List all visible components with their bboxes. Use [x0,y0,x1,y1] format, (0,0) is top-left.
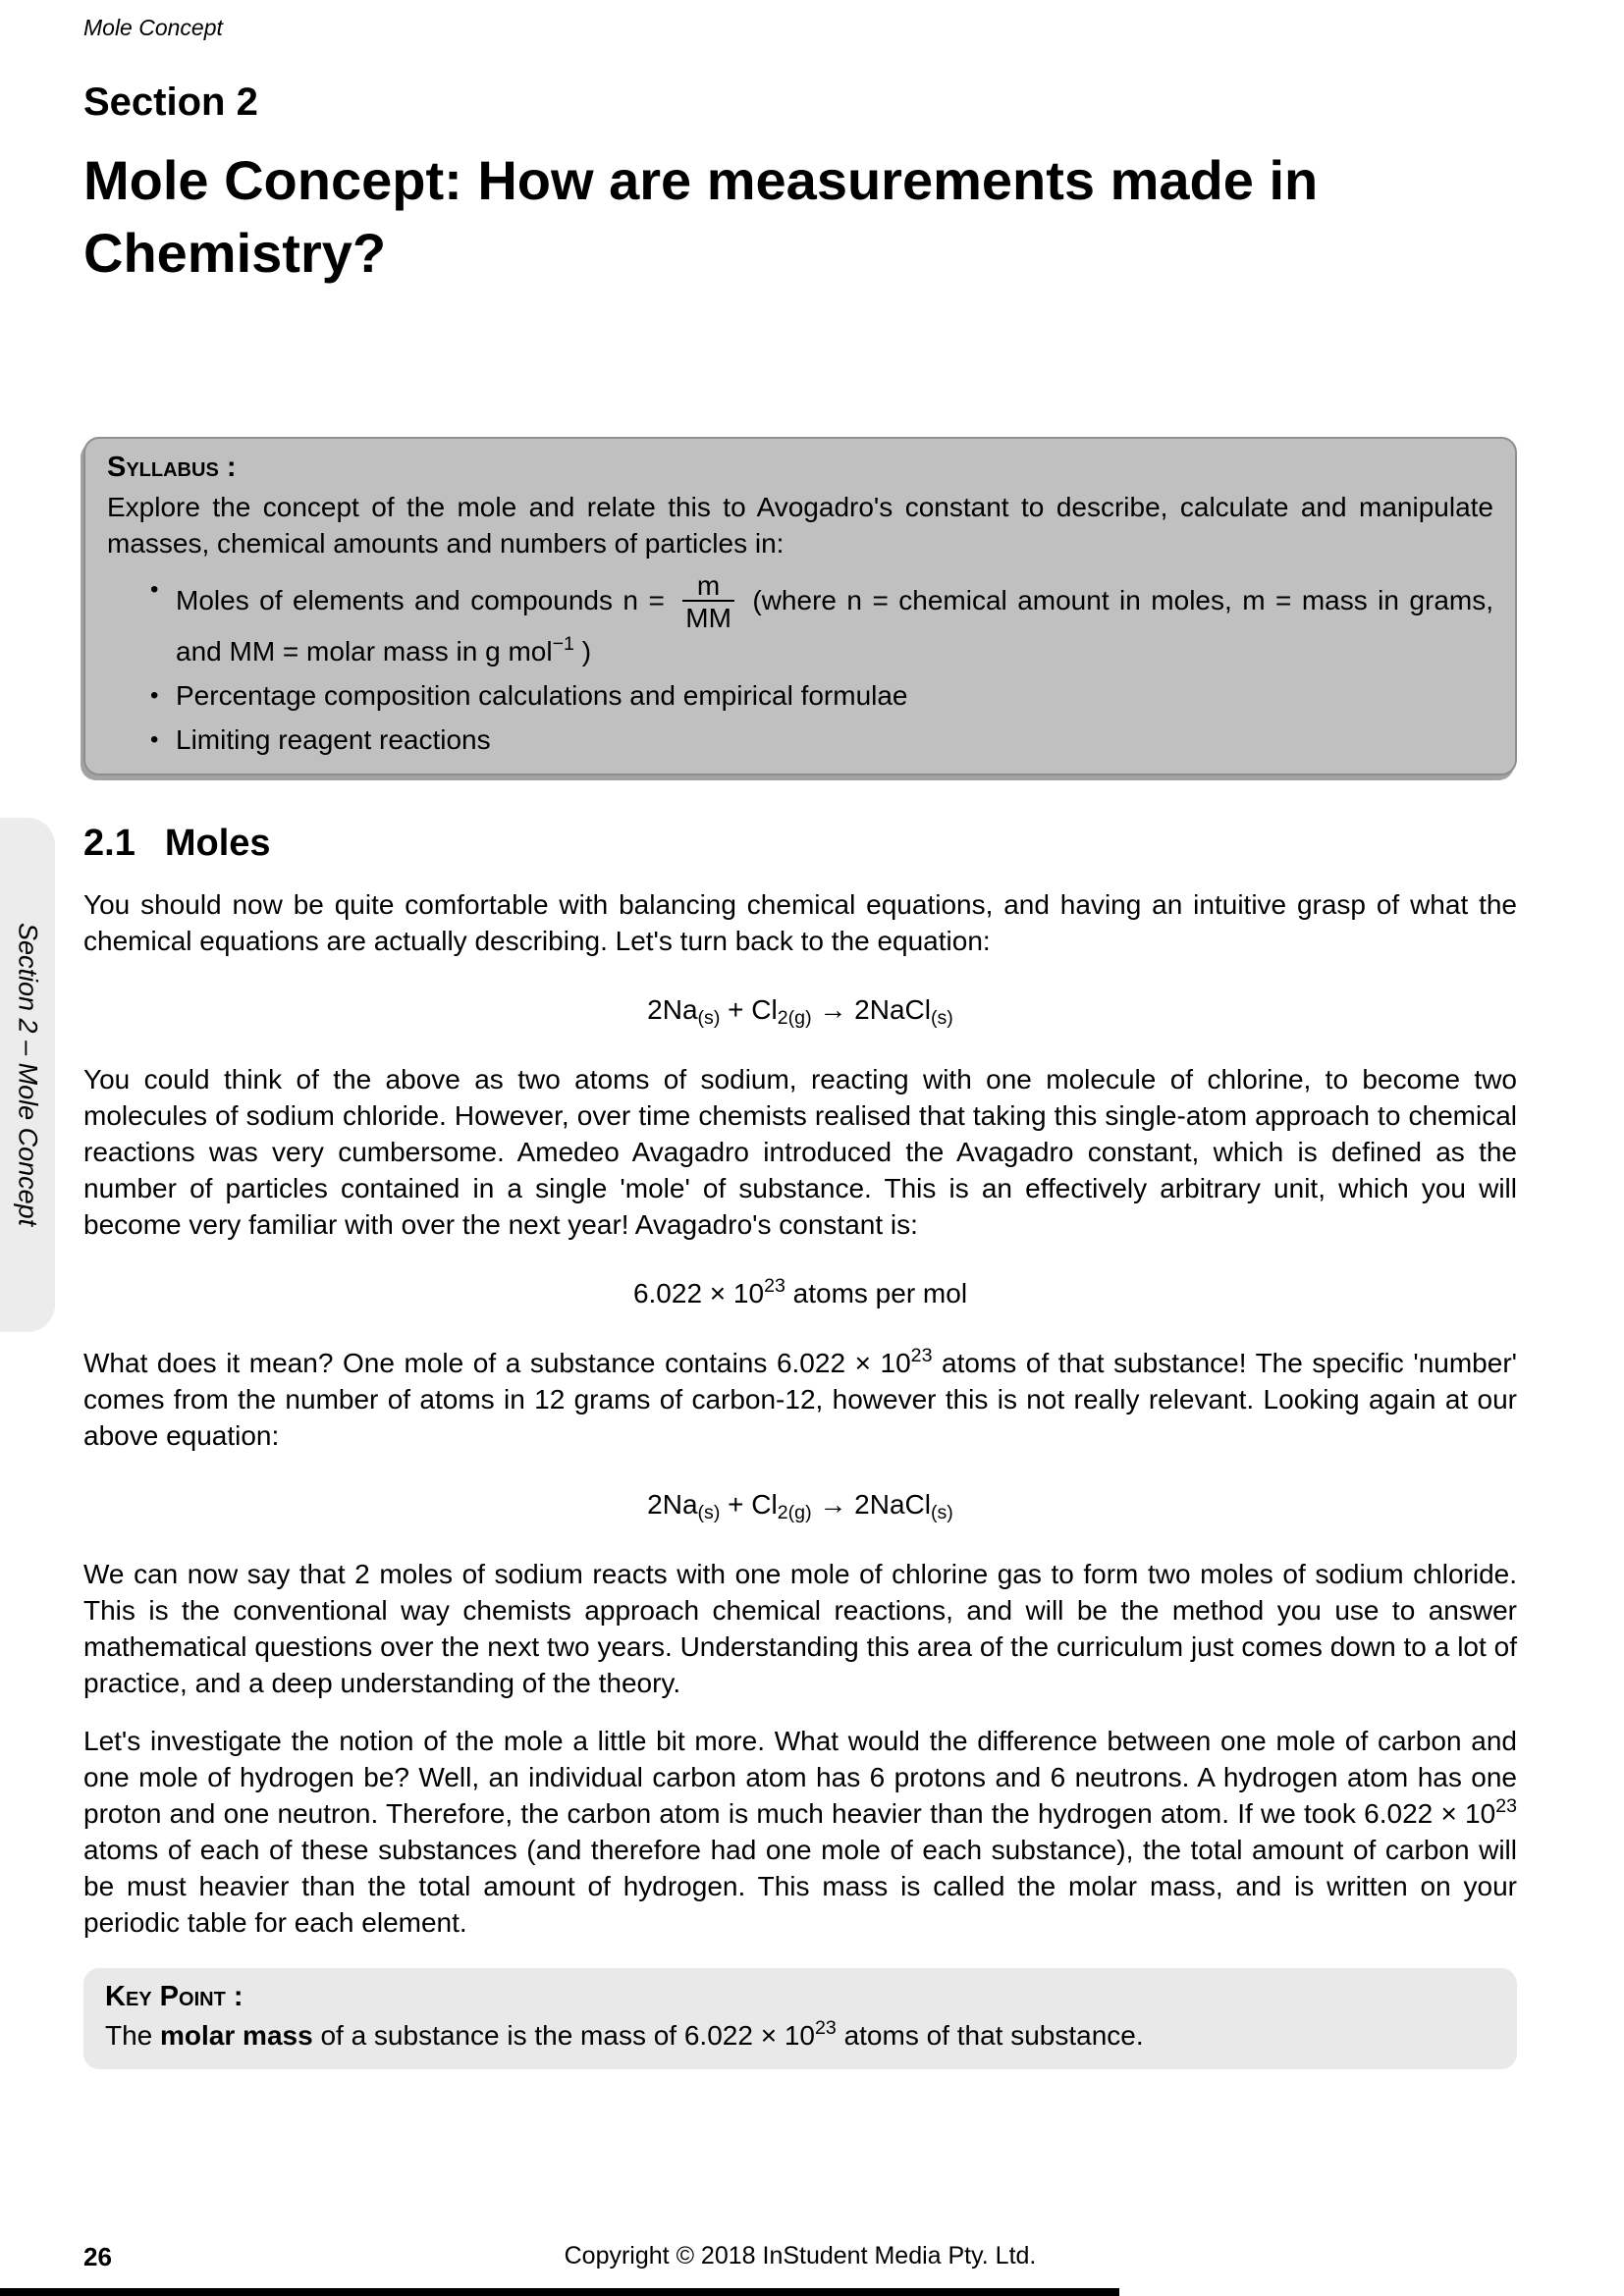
paragraph-molar-mass [83,1723,1517,1941]
equation-term: 2Na [647,1488,698,1520]
constant-value: 6.022 × 10 [632,1277,765,1308]
paragraph-meaning [83,1345,1517,1454]
page-title-line-2: Chemistry? [83,222,387,284]
equation-state-subscript: (s) [930,1007,953,1030]
running-header: Mole Concept [83,15,223,40]
equation-state-subscript: (s) [697,1007,721,1030]
syllabus-box [83,437,1517,775]
copyright-text: Copyright © 2018 InStudent Media Pty. Ltd. [564,2242,1037,2269]
syllabus-intro: Explore the concept of the mole and relate this to Avogadro's constant to describe, calculate and manipulate masses, chemical amounts and numbers of particles in: [107,492,1493,559]
paragraph-moles-reaction: We can now say that 2 moles of sodium reacts with one mole of chlorine gas to form two moles of sodium chloride. This is the conventional way chemists approach chemical reactions, and will be the method you use to answer mathematical questions over the next two years. Understanding this area of the curriculum just comes down to a lot of practice, and a deep understanding of the theory. [83,1558,1517,1698]
paragraph-meaning-text: atoms of that substance! The specific 'number' comes from the number of atoms in 12 grams of carbon-12, however this is not really relevant. Looking again at our above equation: [83,1347,1517,1451]
paragraph-avogadro: You could think of the above as two atoms of sodium, reacting with one molecule of chlorine, to become two molecules of sodium chloride. However, over time chemists realised that taking this single-atom approach to chemical reactions was very cumbersome. Amedeo Avagadro introduced the Avagadro constant, which is defined as the number of particles contained in a single 'mole' of substance. This is an effectively arbitrary unit, which you will become very familiar with over the next year! Avagadro's constant is: [83,1063,1517,1240]
equation-state-subscript: (s) [697,1502,721,1524]
page-number: 26 [83,2242,112,2271]
page-title-line-1: Mole Concept: How are measurements made in [83,149,1319,211]
equation-term: + Cl [720,993,778,1025]
page-title [83,144,1517,290]
paragraph-meaning-text: What does it mean? One mole of a substance contains 6.022 × 10 [83,1347,911,1378]
avogadro-constant-line [83,1275,1517,1309]
syllabus-heading: Syllabus : [107,452,237,483]
equation-state-subscript: 2(g) [777,1502,812,1524]
paragraph-meaning-exponent: 23 [910,1345,933,1367]
subsection-heading [83,823,1517,865]
page-content [83,0,1517,2069]
fraction-denominator: MM [682,600,734,632]
key-point-exponent: 23 [815,2017,837,2040]
chemical-equation-2 [83,1488,1517,1524]
side-tab-label: Section 2 – Mole Concept [13,923,43,1227]
key-point-box [83,1968,1517,2069]
constant-exponent: 23 [764,1275,785,1298]
fraction-numerator: m [696,570,721,601]
equation-term: → 2NaCl [811,1488,931,1520]
section-number-heading: Section 2 [83,80,258,124]
syllabus-list [150,571,1493,758]
section-side-tab [0,818,55,1332]
syllabus-item-limiting: • Limiting reagent reactions [150,721,1493,758]
equation-term: → 2NaCl [811,993,931,1025]
mole-formula-fraction [682,571,734,633]
equation-term: 2Na [647,993,698,1025]
paragraph-molar-mass-text: atoms of each of these substances (and therefore had one mole of each substance), the total amount of carbon will be must heavier than the total amount of hydrogen. This mass is called the molar mass, and is written on your periodic table for each element. [83,1834,1517,1938]
equation-state-subscript: 2(g) [777,1007,812,1030]
key-point-text: The molar mass of a substance is the mass of $6.022 \times 10^{23}$ atoms of that substance. [105,2017,1144,2051]
moles-item-text-post: ) [573,635,592,667]
key-point-bold-term: molar mass [160,2019,313,2051]
syllabus-item-moles [150,571,1493,669]
scan-edge-artifact [0,2288,1119,2296]
equation-state-subscript: (s) [930,1502,953,1524]
paragraph-molar-mass-exponent: 23 [1495,1795,1517,1818]
moles-item-text-pre: Moles of elements and compounds n = [176,584,676,615]
moles-item-exponent: −1 [552,633,574,656]
chemical-equation-1 [83,993,1517,1030]
subsection-number: 2.1 [83,822,135,864]
paragraph-molar-mass-text: Let's investigate the notion of the mole a little bit more. What would the difference between one mole of carbon and one mole of hydrogen be? Well, an individual carbon atom has 6 protons and 6 neutrons. A hydrogen atom has one proton and one neutron. Therefore, the carbon atom is much heavier than the hydrogen atom. If we took 6.022 × 10 [83,1725,1517,1829]
moles-item-text-mid: (where n = chemical amount in moles, m = mass in grams, and MM = molar mass in g mol [176,584,1493,667]
paragraph-intro: You should now be quite comfortable with balancing chemical equations, and having an intuitive grasp of what the chemical equations are actually describing. Let's turn back to the equation: [83,888,1517,956]
key-point-heading: Key Point : [105,1980,244,2012]
constant-unit: atoms per mol [785,1277,968,1308]
syllabus-item-percentage: • Percentage composition calculations and empirical formulae [150,677,1493,714]
equation-term: + Cl [720,1488,778,1520]
page-footer [83,2242,1517,2270]
subsection-title: Moles [164,822,271,864]
